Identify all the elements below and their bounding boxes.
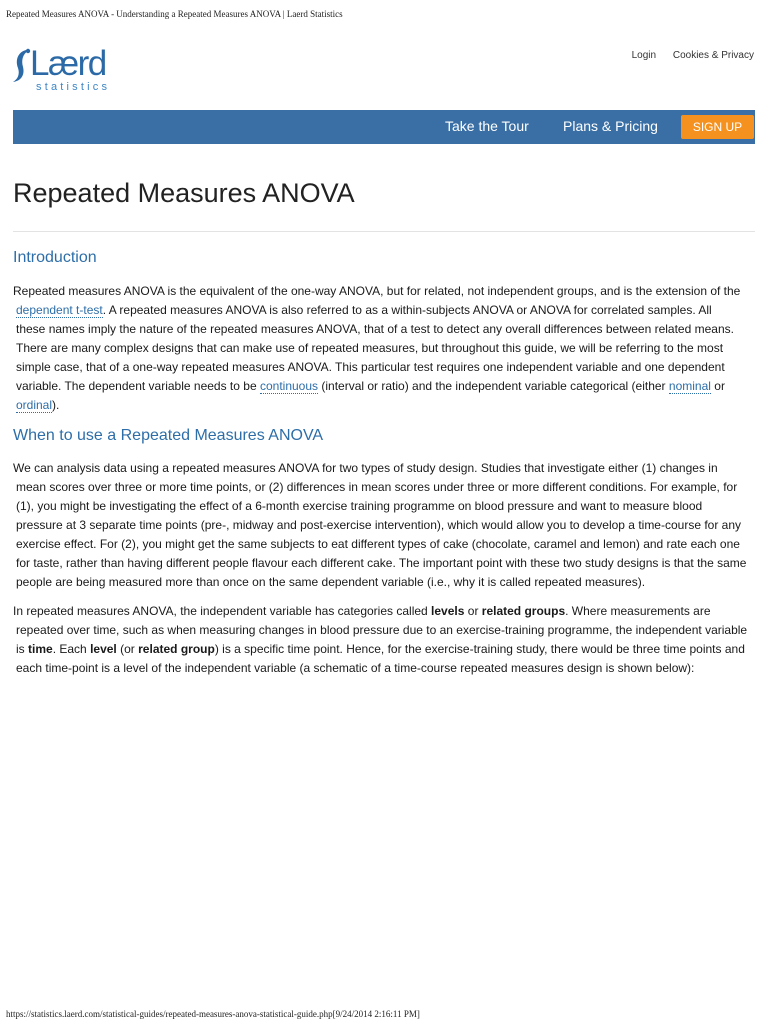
signup-button[interactable]: SIGN UP [681,115,754,139]
section-heading-when-to-use: When to use a Repeated Measures ANOVA [13,427,324,444]
levels-line-2: repeated over time, such as when measuring changes in blood pressure due to an exercise-training programme, the independent variable [16,623,748,637]
when-line-7: people are being measured more than once on the same dependent variable (i.e., why it is called repeated measures). [16,575,646,589]
intro-line-6-a: variable. The dependent variable needs to be [16,379,257,393]
levels-line-4: each time-point is a level of the independent variable (a schematic of a time-course repeated measures design is shown below): [16,661,695,675]
term-related-groups: related groups [481,604,566,618]
when-line-3: (1), you might be investigating the effect of a 6-month exercise training programme on blood pressure and want to measure blood [16,499,703,513]
intro-line-6-or: or [714,379,725,393]
print-header-title: Repeated Measures ANOVA - Understanding a Repeated Measures ANOVA | Laerd Statistics [6,9,343,19]
continuous-link[interactable]: continuous [259,379,319,393]
levels-line-3 [13,640,758,659]
dependent-t-test-link[interactable]: dependent t-test [16,303,103,317]
top-links [618,50,754,61]
intro-line-5: simple case, that of a one-way repeated measures ANOVA. This particular test requires one independent variable and one dependent [16,360,725,374]
intro-line-6-b: (interval or ratio) and the independent variable categorical (either [321,379,666,393]
logo-wordmark: Lærd [30,44,106,83]
levels-line-1-a: In repeated measures ANOVA, the independent variable has categories called [13,604,428,618]
intro-line-1: Repeated measures ANOVA is the equivalent of the one-way ANOVA, but for related, not independent groups, and is the extension of the [13,284,741,298]
nav-plans-pricing[interactable]: Plans & Pricing [563,118,658,134]
intro-line-3: these names imply the nature of the repeated measures ANOVA, that of a test to detect any overall differences between related means. [16,322,734,336]
login-link[interactable]: Login [631,50,657,61]
logo-tagline: statistics [36,81,111,93]
intro-paragraph [13,282,758,415]
levels-line-3-rest: ) is a specific time point. Hence, for the exercise-training study, there would be three time points and [214,642,745,656]
page-title: Repeated Measures ANOVA [13,178,355,208]
term-related-group: related group [138,642,215,656]
levels-line-1 [13,602,758,621]
levels-line-3-is: is [16,642,25,656]
when-line-2: mean scores over three or more time points, or (2) differences in mean scores under three or more different conditions. For example, for [16,480,738,494]
when-line-1: We can analysis data using a repeated measures ANOVA for two types of study design. Studies that investigate either (1) changes in [13,461,718,475]
nav-take-the-tour[interactable]: Take the Tour [445,118,529,134]
term-time: time [28,642,53,656]
cookies-privacy-link[interactable]: Cookies & Privacy [672,50,754,61]
when-line-5: exercise effect. For (2), you might get the same subjects to eat different types of cake (chocolate, caramel and lemon) and rate each one [16,537,740,551]
when-to-use-paragraph [13,459,758,592]
intro-line-4: There are many complex designs that can make use of repeated measures, but throughout this guide, we will be referring to the most [16,341,724,355]
when-line-6: for taste, rather than having different people flavour each different cake. The important point with these two study designs is that the same [16,556,747,570]
print-footer-url: https://statistics.laerd.com/statistical-guides/repeated-measures-anova-statistical-guide.php[9/24/2014 2:16:11 PM] [6,1009,420,1019]
levels-line-3-each: . Each [52,642,87,656]
ordinal-link[interactable]: ordinal [16,398,53,412]
when-line-4: pressure at 3 separate time points (pre-, midway and post-exercise intervention), which would allow you to develop a time-course for any [16,518,742,532]
intro-line-2 [13,301,758,320]
intro-line-7 [13,396,758,415]
intro-line-7-text: ). [52,398,60,412]
laerd-logo[interactable] [12,44,112,98]
intro-line-2-text: . A repeated measures ANOVA is also referred to as a within-subjects ANOVA or ANOVA for correlated samples. All [102,303,712,317]
levels-line-3-paren: (or [120,642,135,656]
title-divider [13,231,755,232]
section-heading-introduction: Introduction [13,249,97,266]
nominal-link[interactable]: nominal [668,379,711,393]
intro-line-6 [13,377,758,396]
main-navbar [13,110,755,144]
levels-paragraph [13,602,758,678]
term-levels: levels [431,604,465,618]
levels-line-1-or: or [467,604,479,618]
term-level: level [90,642,117,656]
levels-line-1-b: . Where measurements are [565,604,711,618]
